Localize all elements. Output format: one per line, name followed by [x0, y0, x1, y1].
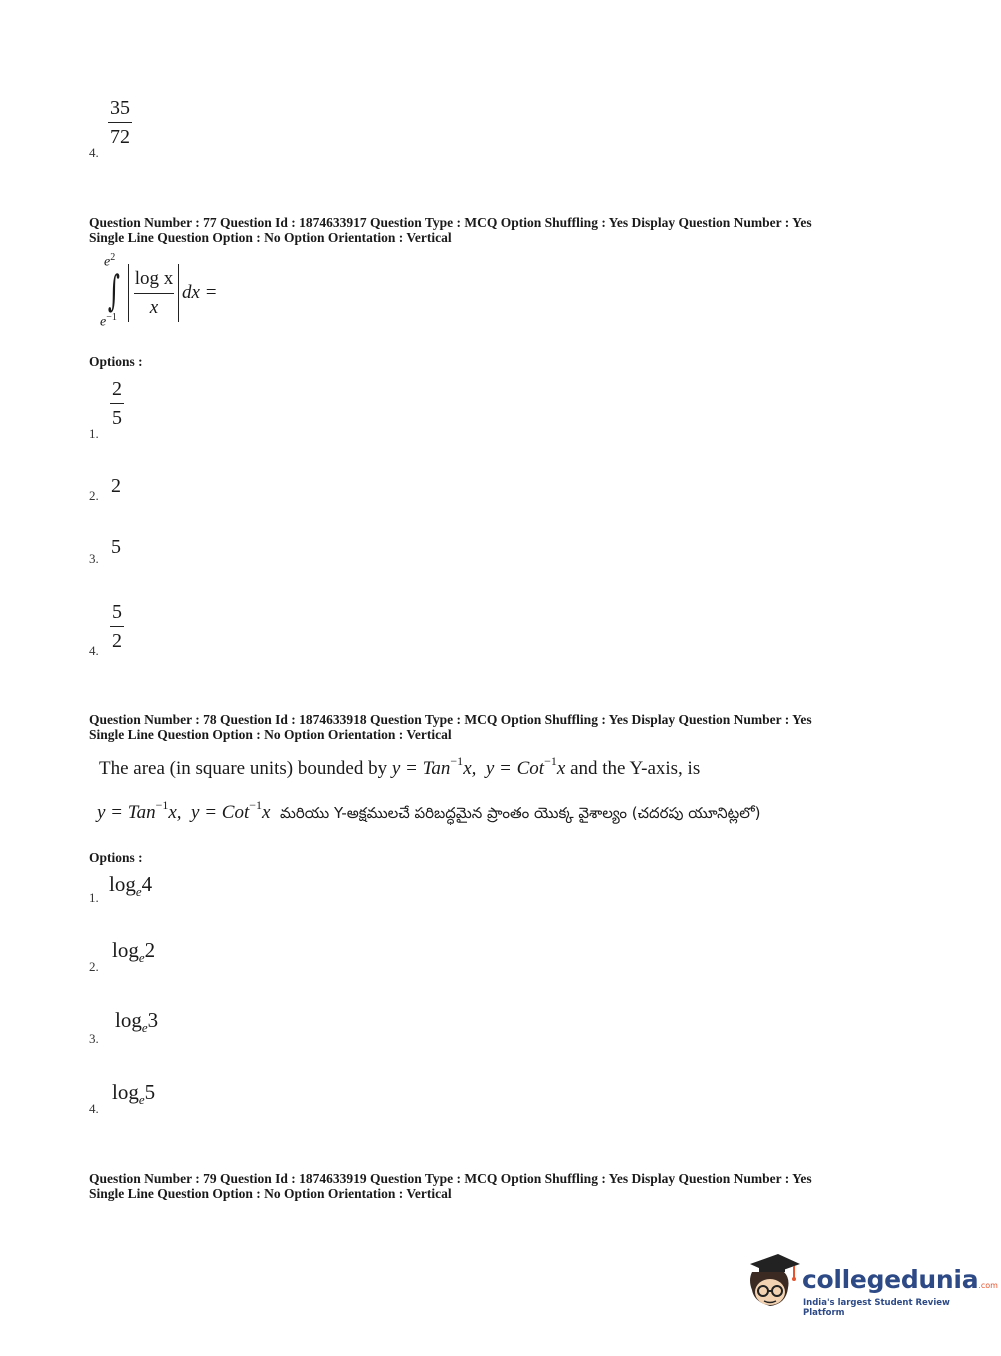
collegedunia-logo[interactable] — [742, 1250, 998, 1320]
logo-wordmark: collegedunia.com — [802, 1265, 998, 1294]
q78-option-1-value: $\log_e4$ — [109, 872, 153, 899]
mascot-icon — [742, 1250, 800, 1312]
q78-option-4-value: $\log_e5$ — [112, 1080, 156, 1107]
q78-option-4-number: 4. — [89, 1101, 99, 1116]
q78-meta — [89, 712, 812, 742]
q77-meta — [89, 215, 812, 245]
q77-option-4-fraction: 5 2 — [112, 601, 122, 652]
integral-tail: dx = — [182, 282, 218, 303]
q78-option-2-value: $\log_e2$ — [112, 938, 156, 965]
q78-telugu-question: y = Tan$^{-1}$x, y = Cot$^{-1}$x మరియు Y-అక్షములచే పరిబద్ధమైన ప్రాంతం యొక్క వైశాల్యం (చదరపు యూనిట్లలో) — [97, 798, 761, 823]
denominator: 72 — [110, 126, 130, 148]
top-option-number: 4. — [89, 145, 99, 160]
q79-meta — [89, 1171, 812, 1201]
top-option-fraction — [108, 96, 132, 149]
integral-lower-limit: $e^{-1}$ — [100, 312, 117, 330]
q77-option-1-fraction: 2 5 — [112, 378, 122, 429]
q78-option-1-number: 1. — [89, 890, 99, 905]
integral-upper-limit: $e^2$ — [104, 252, 116, 270]
q77-options-label: Options : — [89, 354, 143, 369]
integral-sign: ∫ — [107, 266, 120, 315]
q77-meta-line1: Question Number : 77 Question Id : 1874633917 Question Type : MCQ Option Shuffling : Yes Display Question Number : Yes — [89, 215, 812, 230]
q77-option-4-number: 4. — [89, 643, 99, 658]
q77-integral — [98, 252, 258, 334]
q77-option-2-value: 2 — [111, 475, 121, 497]
q77-option-2-number: 2. — [89, 488, 99, 503]
numerator: 35 — [110, 97, 130, 119]
q77-option-3-number: 3. — [89, 551, 99, 566]
q78-option-2-number: 2. — [89, 959, 99, 974]
q78-meta-line2: Single Line Question Option : No Option Orientation : Vertical — [89, 727, 452, 742]
q78-option-3-value: $\log_e3$ — [115, 1008, 159, 1035]
fraction-bar — [108, 122, 132, 123]
integrand-fraction: log x x — [134, 268, 174, 318]
q77-option-3-value: 5 — [111, 536, 121, 558]
abs-bar-right — [178, 264, 179, 322]
q78-options-label: Options : — [89, 850, 143, 865]
q79-meta-line2: Single Line Question Option : No Option Orientation : Vertical — [89, 1186, 452, 1201]
q77-meta-line2: Single Line Question Option : No Option Orientation : Vertical — [89, 230, 452, 245]
q78-meta-line1: Question Number : 78 Question Id : 1874633918 Question Type : MCQ Option Shuffling : Yes Display Question Number : Yes — [89, 712, 812, 727]
logo-tagline: India's largest Student Review Platform — [803, 1298, 950, 1318]
q79-meta-line1: Question Number : 79 Question Id : 1874633919 Question Type : MCQ Option Shuffling : Yes Display Question Number : Yes — [89, 1171, 812, 1186]
abs-bar-left — [128, 264, 129, 322]
q77-option-1-number: 1. — [89, 426, 99, 441]
q78-option-3-number: 3. — [89, 1031, 99, 1046]
q78-english-question: The area (in square units) bounded by y = Tan$^{-1}$x, y = Cot$^{-1}$x and the Y-axis, is — [99, 754, 701, 779]
